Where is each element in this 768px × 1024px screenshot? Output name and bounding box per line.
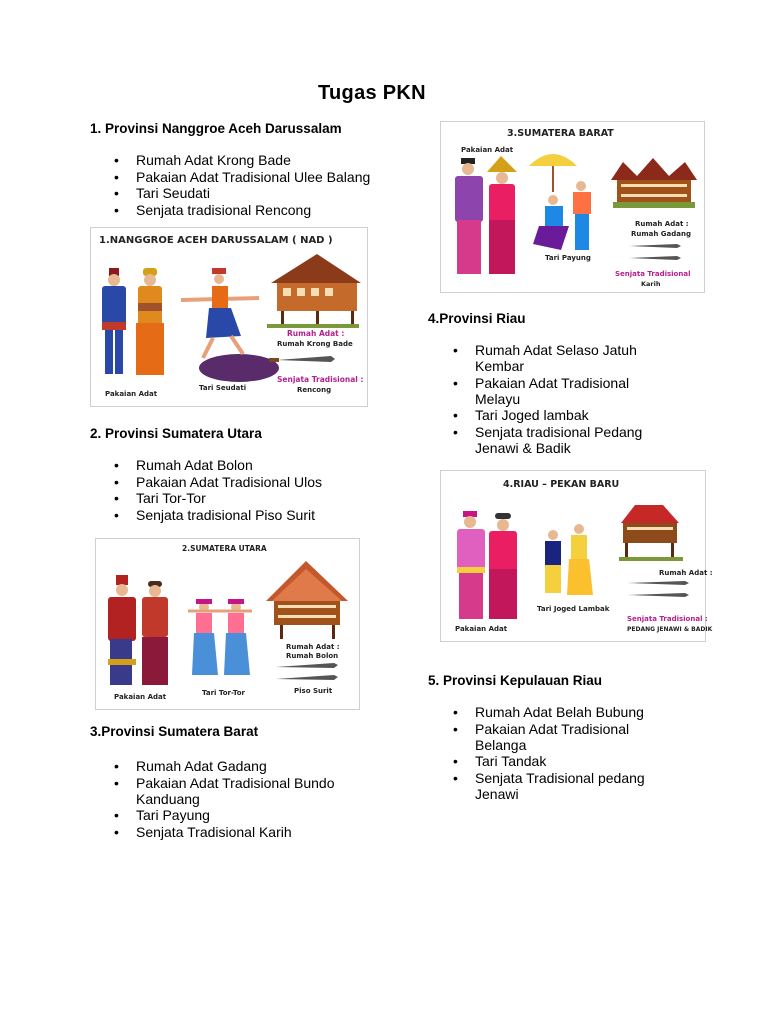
svg-text:Senjata Tradisional: Senjata Tradisional (615, 270, 691, 278)
list-item: • Senjata tradisional Pedang Jenawi & Badik (451, 424, 666, 456)
svg-text:Tari Joged Lambak: Tari Joged Lambak (537, 605, 610, 613)
list-sumbar (112, 758, 392, 840)
list-item: • Senjata Tradisional pedang Jenawi (451, 770, 666, 802)
image-aceh-banner: 1.NANGGROE ACEH DARUSSALAM ( NAD ) (99, 235, 333, 246)
svg-text:Pakaian Adat: Pakaian Adat (461, 146, 514, 154)
list-item: • Rumah Adat Krong Bade (112, 152, 422, 168)
list-item: • Rumah Adat Selaso Jatuh Kembar (451, 342, 666, 374)
image-riau (440, 470, 713, 642)
svg-text:4.RIAU – PEKAN BARU: 4.RIAU – PEKAN BARU (503, 479, 620, 490)
list-item: • Rumah Adat Bolon (112, 457, 422, 473)
list-item: • Senjata tradisional Rencong (112, 202, 422, 218)
svg-text:2.SUMATERA UTARA: 2.SUMATERA UTARA (182, 544, 267, 553)
section-heading-kepri: 5. Provinsi Kepulauan Riau (428, 673, 603, 688)
svg-text:Rumah Adat :: Rumah Adat : (286, 643, 340, 651)
svg-text:Pakaian Adat: Pakaian Adat (114, 693, 167, 701)
list-item: • Rumah Adat Gadang (112, 758, 392, 774)
house-icon (611, 158, 697, 208)
svg-text:Rumah Bolon: Rumah Bolon (286, 652, 339, 660)
svg-text:Pakaian Adat: Pakaian Adat (455, 625, 508, 633)
section-heading-riau: 4.Provinsi Riau (428, 311, 526, 326)
list-item: • Tari Tor-Tor (112, 490, 422, 506)
svg-text:3.SUMATERA BARAT: 3.SUMATERA BARAT (507, 128, 614, 139)
list-item: • Tari Seudati (112, 185, 422, 201)
list-item: • Pakaian Adat Tradisional Ulos (112, 474, 422, 490)
list-item: • Pakaian Adat Tradisional Melayu (451, 375, 666, 407)
list-item: • Pakaian Adat Tradisional Belanga (451, 721, 666, 753)
svg-text:Piso Surit: Piso Surit (294, 687, 333, 695)
list-riau (451, 342, 666, 456)
section-heading-sumut: 2. Provinsi Sumatera Utara (90, 426, 262, 441)
page-title: Tugas PKN (318, 82, 426, 104)
list-item: • Senjata tradisional Piso Surit (112, 507, 422, 523)
list-item: • Senjata Tradisional Karih (112, 824, 392, 840)
svg-text:Rencong: Rencong (297, 386, 332, 394)
list-item: • Pakaian Adat Tradisional Bundo Kanduang (112, 775, 392, 807)
list-item: • Pakaian Adat Tradisional Ulee Balang (112, 169, 422, 185)
list-aceh (112, 152, 422, 218)
svg-text:Rumah Gadang: Rumah Gadang (631, 230, 692, 238)
list-item: • Tari Joged lambak (451, 407, 666, 423)
section-heading-aceh: 1. Provinsi Nanggroe Aceh Darussalam (90, 121, 342, 136)
svg-text:Pakaian Adat: Pakaian Adat (105, 390, 158, 398)
list-item: • Rumah Adat Belah Bubung (451, 704, 666, 720)
svg-text:Rumah Adat :: Rumah Adat : (635, 220, 689, 228)
svg-text:Tari Tor-Tor: Tari Tor-Tor (202, 689, 245, 697)
svg-text:Karih: Karih (641, 280, 661, 288)
svg-text:PEDANG JENAWI & BADIK: PEDANG JENAWI & BADIK (627, 626, 713, 633)
svg-text:Senjata Tradisional :: Senjata Tradisional : (627, 615, 708, 623)
svg-text:Senjata Tradisional :: Senjata Tradisional : (277, 375, 364, 384)
section-heading-sumbar: 3.Provinsi Sumatera Barat (90, 724, 259, 739)
svg-text:Rumah Krong Bade: Rumah Krong Bade (277, 340, 353, 348)
svg-text:Tari Seudati: Tari Seudati (199, 384, 247, 392)
image-sumbar (440, 121, 705, 293)
list-item: • Tari Payung (112, 807, 392, 823)
svg-text:Tari Payung: Tari Payung (545, 254, 591, 262)
svg-text:Rumah Adat :: Rumah Adat : (287, 329, 345, 338)
list-kepri (451, 704, 666, 802)
list-item: • Tari Tandak (451, 753, 666, 769)
image-aceh (90, 227, 368, 407)
image-sumut (95, 538, 360, 710)
svg-text:Rumah Adat :: Rumah Adat : (659, 569, 713, 577)
list-sumut (112, 457, 422, 523)
